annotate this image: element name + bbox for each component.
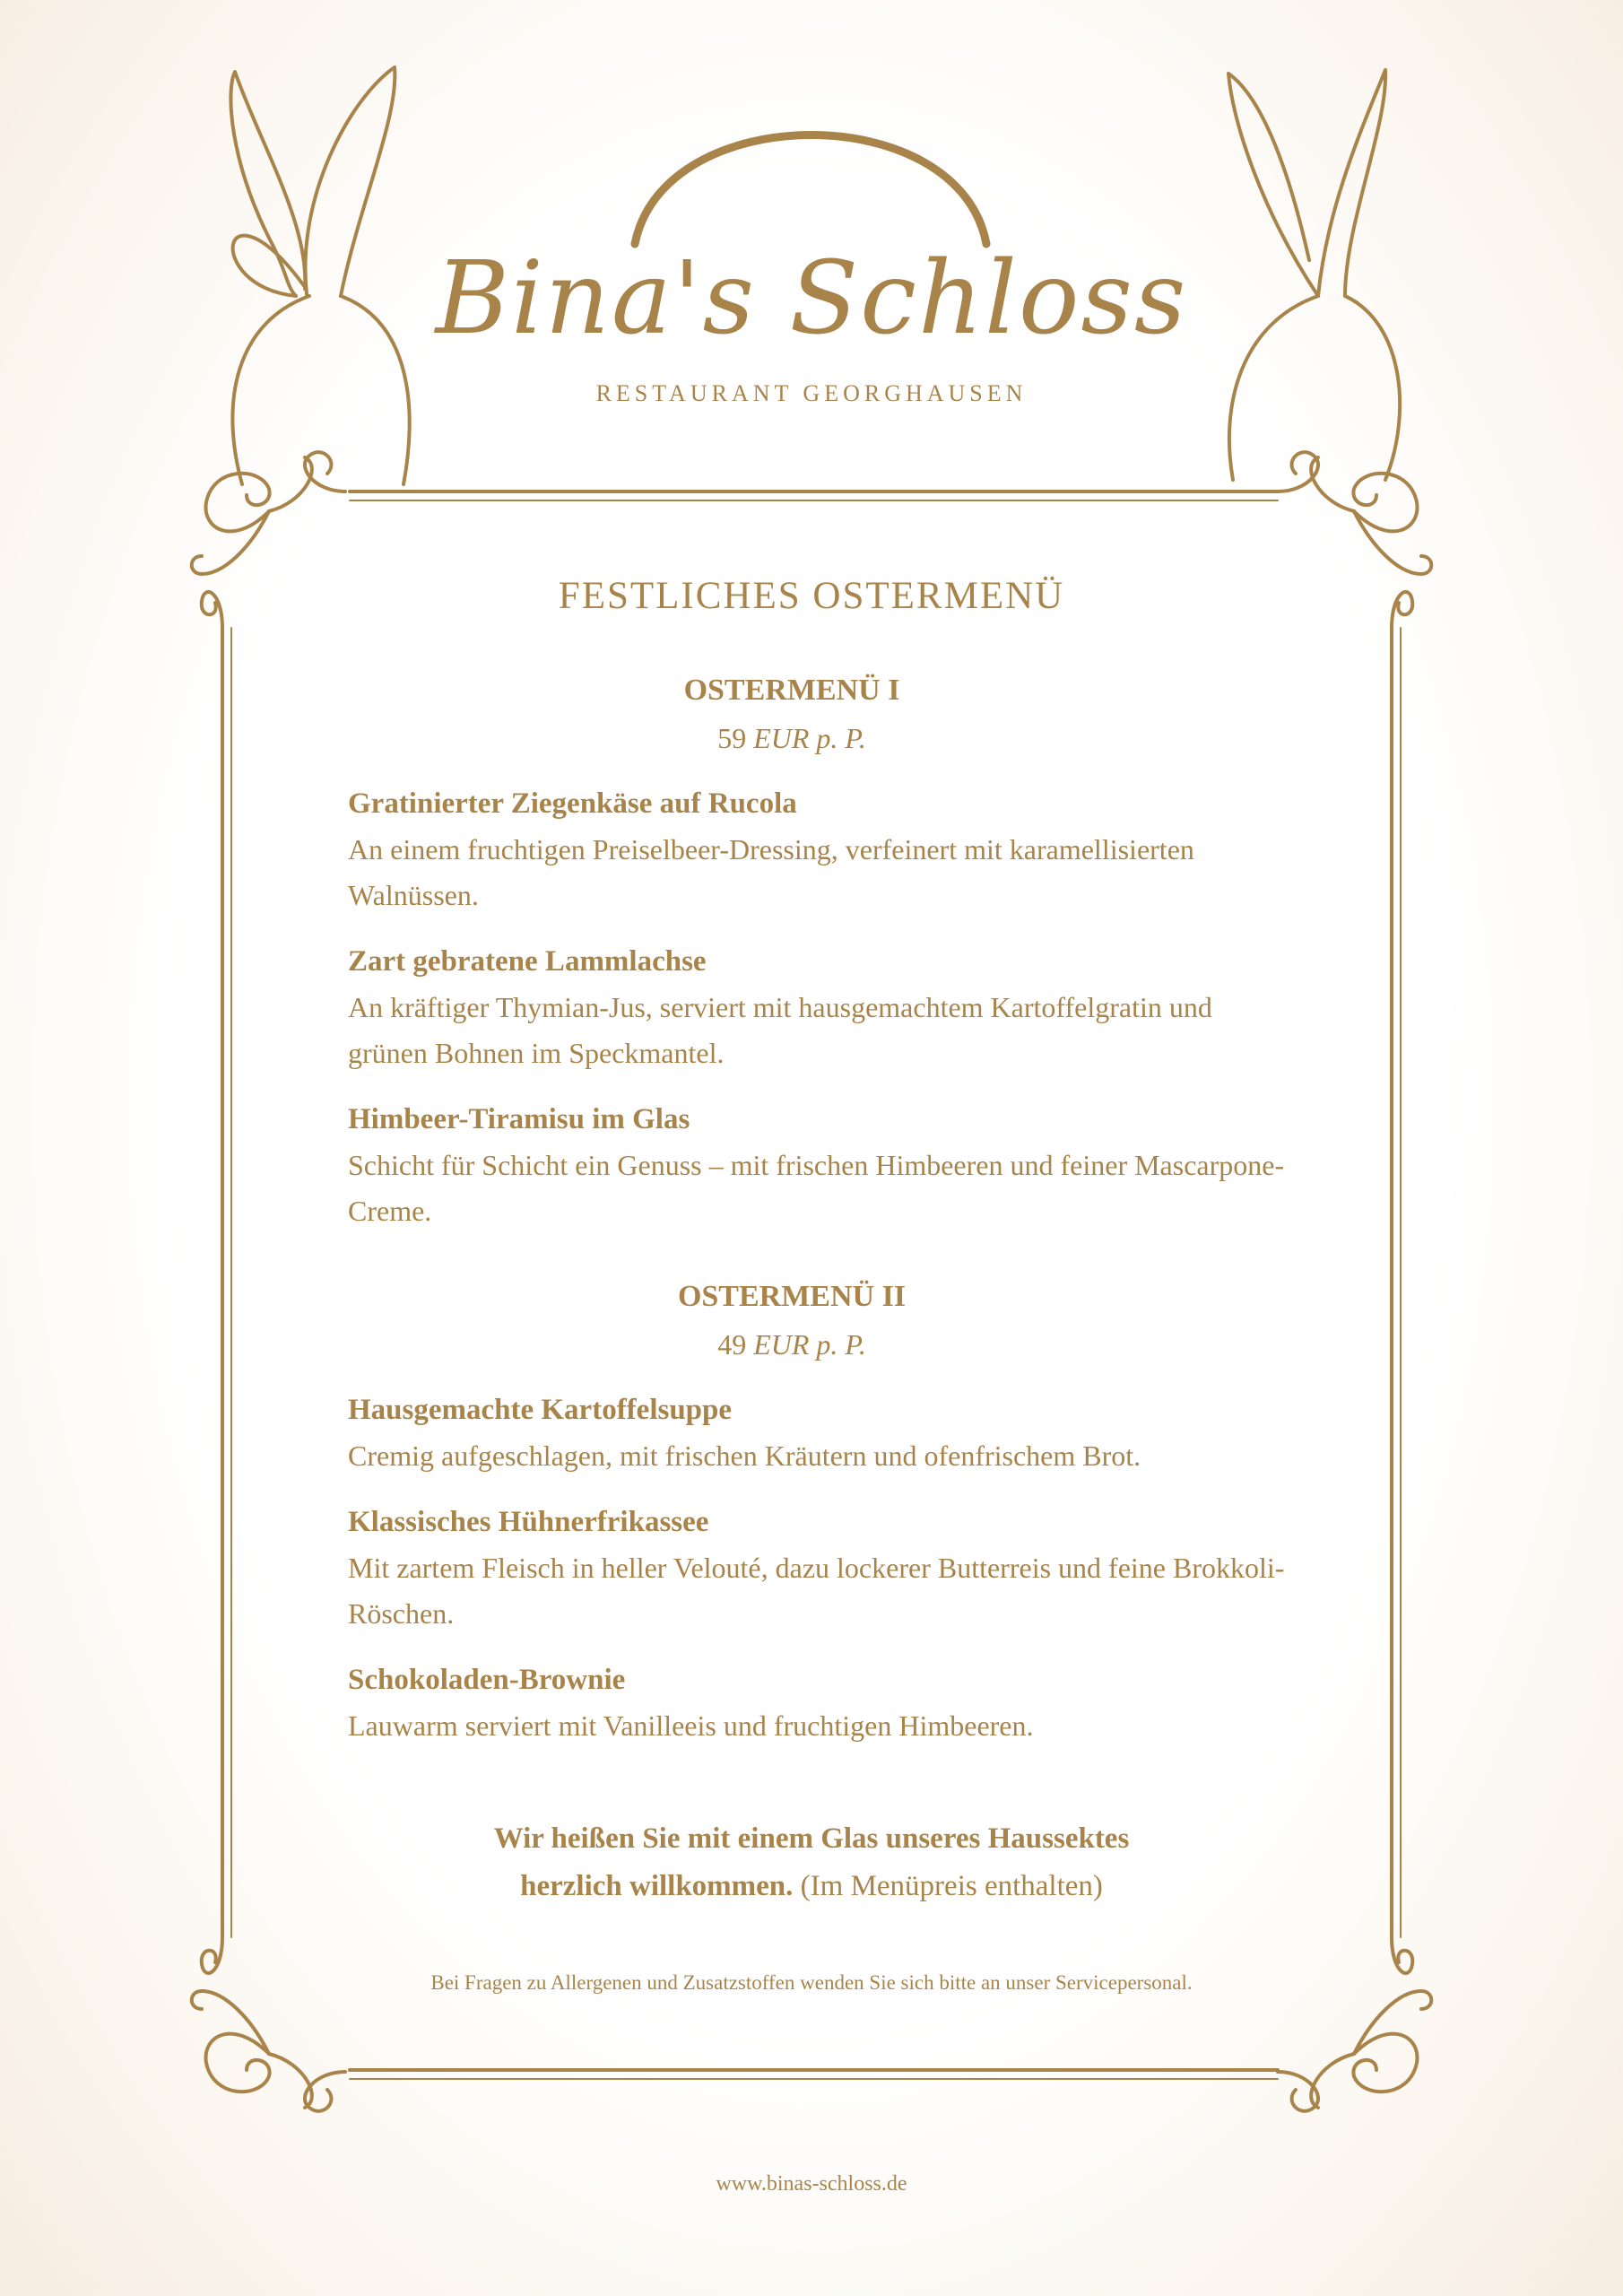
dish-description: An einem fruchtigen Preiselbeer-Dressing, verfeinert mit karamellisierten Walnüssen. — [348, 833, 1194, 911]
price-number: 59 — [717, 722, 747, 754]
dish-item — [348, 1499, 1289, 1637]
dish-name: Schokoladen-Brownie — [348, 1664, 626, 1696]
menu-section-title: OSTERMENÜ II — [677, 1280, 907, 1313]
price-unit: EUR p. P. — [753, 1328, 866, 1361]
welcome-line-2-note: (Im Menüpreis enthalten) — [800, 1870, 1103, 1902]
dish-description: Cremig aufgeschlagen, mit frischen Kräutern und ofenfrischem Brot. — [348, 1439, 1141, 1472]
menu-section — [348, 665, 1289, 1234]
dish-name: Hausgemachte Kartoffelsuppe — [348, 1394, 733, 1426]
dish-item — [348, 938, 1289, 1076]
welcome-line-1: Wir heißen Sie mit einem Glas unseres Haussektes — [493, 1822, 1130, 1855]
dish-name: Himbeer-Tiramisu im Glas — [348, 1103, 690, 1135]
dish-description: Lauwarm serviert mit Vanilleeis und fruchtigen Himbeeren. — [348, 1709, 1034, 1742]
page-title: FESTLICHES OSTERMENÜ — [558, 575, 1065, 617]
dish-description: An kräftiger Thymian-Jus, serviert mit hausgemachtem Kartoffelgratin und grünen Bohnen im Speckmantel. — [348, 991, 1212, 1069]
dish-item — [348, 1096, 1289, 1234]
welcome-note — [0, 1815, 1623, 1910]
allergen-note: Bei Fragen zu Allergenen und Zusatzstoffen wenden Sie sich bitte an unser Servicepersonal. — [430, 1971, 1193, 1994]
welcome-line-2-bold: herzlich willkommen. — [520, 1870, 794, 1902]
dish-item — [348, 1387, 1289, 1479]
menu-price — [330, 716, 1254, 761]
logo-arch-icon — [635, 135, 986, 245]
price-number: 49 — [717, 1328, 747, 1361]
brand-logo-name: Bina's Schloss — [435, 240, 1188, 357]
dish-name: Gratinierter Ziegenkäse auf Rucola — [348, 787, 797, 820]
dish-name: Klassisches Hühnerfrikassee — [348, 1506, 709, 1538]
menu-price — [330, 1322, 1254, 1367]
dish-item — [348, 1657, 1289, 1749]
menu-section-title: OSTERMENÜ I — [683, 674, 900, 707]
menu-content — [348, 665, 1289, 1749]
dish-name: Zart gebratene Lammlachse — [348, 945, 707, 978]
price-unit: EUR p. P. — [753, 722, 866, 754]
dish-description: Mit zartem Fleisch in heller Velouté, dazu lockerer Butterreis und feine Brokkoli-Röschen. — [348, 1552, 1285, 1630]
dish-description: Schicht für Schicht ein Genuss – mit frischen Himbeeren und feiner Mascarpone-Creme. — [348, 1149, 1285, 1227]
menu-section — [348, 1272, 1289, 1749]
brand-subtitle: RESTAURANT GEORGHAUSEN — [595, 380, 1028, 406]
website-link[interactable]: www.binas-schloss.de — [716, 2172, 907, 2196]
dish-item — [348, 780, 1289, 918]
